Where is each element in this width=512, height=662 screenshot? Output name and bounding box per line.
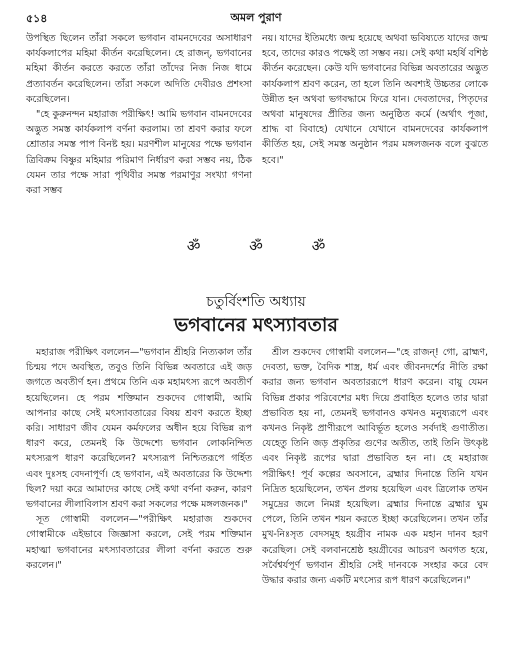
top-right-column: [262, 31, 488, 168]
ornament-icon: ॐ: [311, 237, 326, 255]
paragraph: মহারাজ পরীক্ষিৎ বললেন—"ভগবান শ্রীহরি নিত্যকাল তাঁর চিন্ময় পদে অবস্থিত, তবুও তিনি বিভিন্ন অবতারে এই জড় জগতে অবতীর্ণ হন। প্রথমে তিনি এক মহামৎস্য রূপে অবতীর্ণ হয়েছিলেন। হে পরম শক্তিমান শুকদেব গোস্বামী, আমি আপনার কাছে সেই মৎস্যাবতারের বিষয় শ্রবণ করতে ইচ্ছা করি। সাধারণ জীব যেমন কর্মফলের অধীন হয়ে বিভিন্ন রূপ ধারণ করে, তেমনই কি উদ্দেশ্যে ভগবান লোকনিন্দিত মৎস্যরূপ ধারণ করেছিলেন? মৎস্যরূপ নিশ্চিতরূপে গর্হিত এবং দুঃসহ বেদনাপূর্ণ। হে ভগবান, এই অবতারের কি উদ্দেশ্য ছিল? দয়া করে আমাদের কাছে সেই কথা বর্ণনা করুন, কারণ ভগবানের লীলাবিলাস শ্রবণ করা সকলের পক্ষে মঙ্গলজনক।": [26, 347, 252, 511]
running-header-title: অমল পুরাণ: [230, 11, 282, 24]
page-number: ৫১৪: [26, 12, 48, 25]
ornament-icon: ॐ: [249, 237, 263, 255]
paragraph: সূত গোস্বামী বললেন—"পরীক্ষিৎ মহারাজ শুকদেব গোস্বামীকে এইভাবে জিজ্ঞাসা করলে, সেই পরম শক্তিমান মহাত্মা ভগবানের মৎস্যাবতারের লীলা বর্ণনা করতে শুরু করলেন।": [26, 514, 252, 571]
paragraph: "হে কুরুনন্দন মহারাজ পরীক্ষিৎ! আমি ভগবান বামনদেবের অদ্ভুত সমস্ত কার্যকলাপ বর্ণনা করলাম। তা শ্রবণ করার ফলে শ্রোতার সমস্ত পাপ বিনষ্ট হয়। মরণশীল মানুষের পক্ষে ভগবান ত্রিবিক্রম বিষ্ণুর মহিমার পরিমাণ নির্ধারণ করা সম্ভব নয়, ঠিক যেমন তার পক্ষে সারা পৃথিবীর সমস্ত পরমাণুর সংখ্যা গণনা করা সম্ভব: [26, 109, 252, 197]
bottom-left-column: [26, 345, 252, 573]
top-left-column: [26, 31, 252, 198]
paragraph: শ্রীল শুকদেব গোস্বামী বললেন—"হে রাজন্! গো, ব্রাহ্মণ, দেবতা, ভক্ত, বৈদিক শাস্ত্র, ধর্ম এবং জীবনদর্শের নীতি রক্ষা করার জন্য ভগবান অবতাররূপে ধারণ করেন। বায়ু যেমন বিভিন্ন প্রকার পরিবেশের মধ্য দিয়ে প্রবাহিত হলেও তার দ্বারা প্রভাবিত হয় না, তেমনই ভগবানও কখনও মনুষ্যরূপে এবং কখনও নিকৃষ্ট প্রাণীরূপে আবির্ভূত হলেও সর্বদাই গুণাতীত। যেহেতু তিনি জড় প্রকৃতির গুণের অতীত, তাই তিনি উৎকৃষ্ট এবং নিকৃষ্ট রূপের দ্বারা প্রভাবিত হন না। হে মহারাজ পরীক্ষিৎ! পূর্ব কল্পের অবসানে, ব্রহ্মার দিনান্তে তিনি যখন নিদ্রিত হয়েছিলেন, তখন প্রলয় হয়েছিল এবং ত্রিলোক তখন সমুদ্রের জলে নিমগ্ন হয়েছিল। ব্রহ্মার দিনান্তে ব্রহ্মার ঘুম পেলে, তিনি তখন শয়ন করতে ইচ্ছা করেছিলেন। তখন তাঁর মুখ-নিঃসৃত বেদসমূহ হয়গ্রীব নামক এক মহান দানব হরণ করেছিল। সেই বলবানশ্রেষ্ঠ হয়গ্রীবের আচরণ অবগত হয়ে, সর্বৈশ্বর্যপূর্ণ ভগবান শ্রীহরি সেই দানবকে সংহার করে বেদ উদ্ধার করার জন্য একটি মৎস্যের রূপ ধারণ করেছিলেন।": [262, 347, 488, 587]
ornament-divider: [0, 236, 512, 256]
paragraph: নয়। যাদের ইতিমধ্যে জন্ম হয়েছে অথবা ভবিষ্যতে যাদের জন্ম হবে, তাদের কারও পক্ষেই তা সম্ভব নয়। সেই কথা মহর্ষি বশিষ্ঠ কীর্তন করেছেন। কেউ যদি ভগবানের বিভিন্ন অবতারের অদ্ভুত কার্যকলাপ শ্রবণ করেন, তা হলে তিনি অবশ্যই উচ্চতর লোকে উন্নীত হন অথবা ভগবদ্ধামে ফিরে যান। দেবতাদের, পিতৃদের অথবা মানুষদের প্রীতির জন্য অনুষ্ঠিত কর্মে (অর্থাৎ পূজা, শ্রাদ্ধ বা বিবাহে) যেখানে যেখানে বামনদেবের কার্যকলাপ কীর্তিত হয়, সেই সমস্ত অনুষ্ঠান পরম মঙ্গলজনক বলে বুঝতে হবে।": [262, 33, 488, 166]
paragraph: উপস্থিত ছিলেন তাঁরা সকলে ভগবান বামনদেবের অসাধারণ কার্যকলাপের মহিমা কীর্তন করেছিলেন। হে রাজন্, ভগবানের মহিমা কীর্তন করতে করতে তাঁরা তাঁদের নিজ নিজ ধামে প্রত্যাবর্তন করেছিলেন। তাঁরা সকলে অদিতি দেবীরও প্রশংসা করেছিলেন।: [26, 33, 252, 105]
ornament-icon: ॐ: [186, 237, 201, 255]
chapter-title: ভগবানের মৎস্যাবতার: [174, 314, 338, 336]
chapter-number: চতুর্বিংশতি অধ্যায়: [206, 294, 306, 310]
bottom-right-column: [262, 345, 488, 588]
